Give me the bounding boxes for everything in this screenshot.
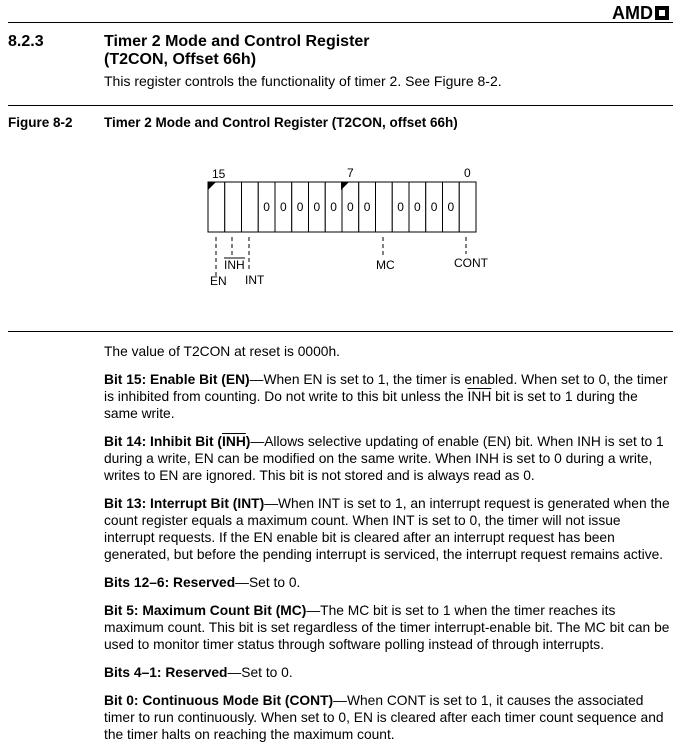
bits4-1-text: —Set to 0. bbox=[227, 665, 293, 680]
register-cell-value-bit-3: 0 bbox=[414, 200, 421, 214]
register-cell-value-bit-7: 0 bbox=[347, 200, 354, 214]
register-cell-value-bit-12: 0 bbox=[263, 200, 270, 214]
field-label-en: EN bbox=[210, 274, 227, 288]
register-cell-bit-15 bbox=[208, 182, 225, 232]
section-title-line1: Timer 2 Mode and Control Register bbox=[104, 33, 370, 50]
bit5-paragraph bbox=[104, 602, 674, 653]
register-cell-value-bit-8: 0 bbox=[330, 200, 337, 214]
bit14-heading-inh: $\overline{INH}$ bbox=[222, 434, 246, 449]
register-cell-bit-14 bbox=[225, 182, 242, 232]
reset-value-paragraph: The value of T2CON at reset is 0000h. bbox=[104, 344, 340, 359]
bit0-heading: Bit 0: Continuous Mode Bit (CONT) bbox=[104, 693, 334, 708]
bit0-text: —When CONT is set to 1, it causes the associated timer to run continuously. When set to 0, EN is cleared after each timer count sequence and the timer halts on reaching the maximum count. bbox=[104, 693, 664, 742]
bits12-6-heading: Bits 12–6: Reserved bbox=[104, 575, 236, 590]
bit15-inh-ref: $\overline{INH}$ bbox=[467, 389, 492, 404]
register-cell-value-bit-2: 0 bbox=[430, 200, 438, 214]
bit13-paragraph bbox=[104, 495, 674, 563]
section-number: 8.2.3 bbox=[8, 33, 44, 50]
bit-number-15: 15 bbox=[212, 167, 226, 181]
bit14-heading-b: ) bbox=[245, 434, 251, 449]
register-cell-value-bit-9: 0 bbox=[313, 200, 321, 214]
register-description bbox=[104, 343, 674, 754]
bit13-text: —When INT is set to 1, an interrupt request is generated when the count register equals a maximum count. When INT is set to 0, the timer will not issue interrupt requests. If the EN enable bit is cleared after an interrupt request has been generated, but before the pending interrupt is serviced, the interrupt request remains active. bbox=[104, 496, 670, 562]
register-cell-value-bit-4: 0 bbox=[397, 200, 404, 214]
section-title-line2: (T2CON, Offset 66h) bbox=[104, 51, 257, 68]
field-label-int: INT bbox=[245, 273, 265, 287]
bit15-text-b: bit is set to 1 during the same write. bbox=[104, 389, 638, 421]
field-label-mc: MC bbox=[376, 258, 395, 272]
figure-title: Timer 2 Mode and Control Register (T2CON, offset 66h) bbox=[104, 115, 458, 130]
bit0-paragraph bbox=[104, 692, 674, 743]
field-label-inh: INH bbox=[224, 258, 245, 272]
bits12-6-paragraph bbox=[104, 574, 674, 591]
bit14-paragraph bbox=[104, 433, 674, 484]
register-diagram bbox=[0, 0, 685, 340]
bit14-heading-a: Bit 14: Inhibit Bit ( bbox=[104, 434, 223, 449]
bit13-heading: Bit 13: Interrupt Bit (INT) bbox=[104, 496, 265, 511]
register-cell-bit-0 bbox=[459, 182, 476, 232]
register-cell-value-bit-6: 0 bbox=[363, 200, 371, 214]
section-intro: This register controls the functionality of timer 2. See Figure 8-2. bbox=[104, 73, 502, 89]
bits4-1-heading: Bits 4–1: Reserved bbox=[104, 665, 228, 680]
amd-logo-text: AMD bbox=[612, 3, 653, 23]
bit15-heading: Bit 15: Enable Bit (EN) bbox=[104, 372, 250, 387]
bit15-text-a: —When EN is set to 1, the timer is enabled. When set to 0, the timer is inhibited from counting. Do not write to this bit unless the bbox=[104, 372, 668, 404]
register-cell-value-bit-10: 0 bbox=[296, 200, 304, 214]
register-cells bbox=[208, 182, 476, 232]
bits12-6-text: —Set to 0. bbox=[235, 575, 301, 590]
register-cell-value-bit-11: 0 bbox=[280, 200, 287, 214]
figure-label: Figure 8-2 bbox=[8, 115, 73, 130]
bit5-text: —The MC bit is set to 1 when the timer reaches its maximum count. This bit is set regardless of the timer interrupt-enable bit. The MC bit can be used to monitor timer status through software polling instead of through interrupts. bbox=[104, 603, 670, 652]
bit-number-0: 0 bbox=[464, 166, 471, 180]
bit15-paragraph bbox=[104, 371, 674, 422]
field-label-cont: CONT bbox=[454, 256, 488, 270]
figure-bottom-rule bbox=[8, 331, 673, 332]
bit5-heading: Bit 5: Maximum Count Bit (MC) bbox=[104, 603, 307, 618]
bit14-text: —Allows selective updating of enable (EN) bit. When INH is set to 1 during a write, EN can be modified on the same write. When INH is set to 0 during a write, writes to EN are ignored. This bit is not stored and is always read as 0. bbox=[104, 434, 664, 483]
register-cell-value-bit-1: 0 bbox=[447, 200, 455, 214]
register-cell-bit-5 bbox=[376, 182, 393, 232]
register-cell-bit-13 bbox=[242, 182, 259, 232]
bit14-heading bbox=[104, 434, 250, 449]
bit-number-7: 7 bbox=[347, 166, 354, 180]
bits4-1-paragraph bbox=[104, 664, 674, 681]
